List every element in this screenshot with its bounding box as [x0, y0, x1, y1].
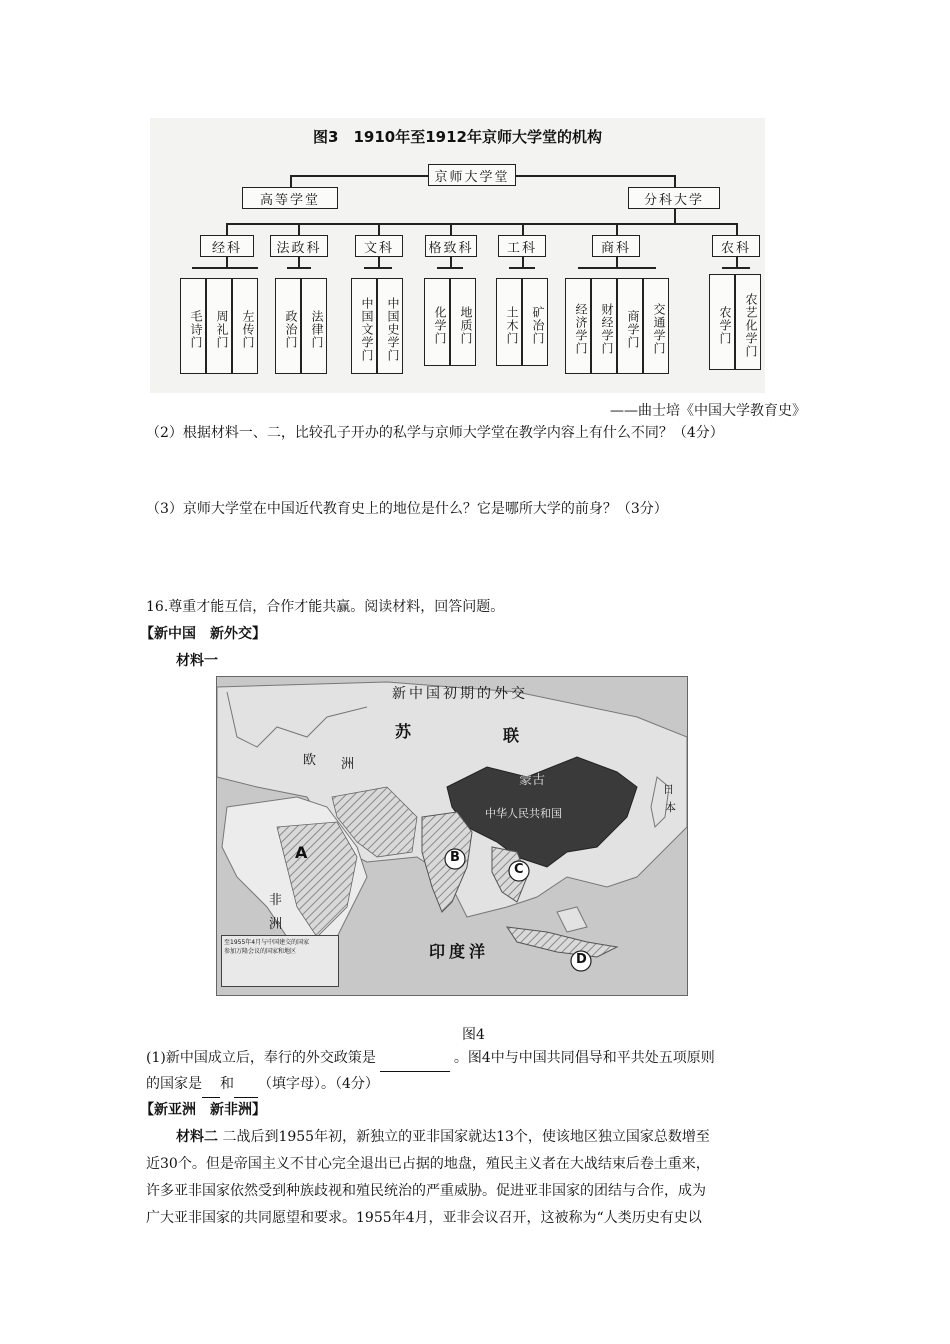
faculty-wenke: 文科 [355, 235, 403, 257]
connector [290, 175, 292, 187]
q16-1-text-d: 和 [220, 1076, 234, 1092]
dept-box: 中国文学门 [351, 278, 377, 374]
dept-box: 毛诗门 [180, 278, 206, 374]
map-label-lian: 联 [503, 726, 520, 745]
connector [674, 209, 676, 224]
connector [616, 257, 618, 267]
figure-4-caption: 图4 [462, 1027, 485, 1043]
connector [437, 267, 463, 269]
map-label-ri: 日 [663, 783, 674, 796]
section-heading-2: 【新亚洲 新非洲】 [140, 1102, 266, 1118]
connector [450, 257, 452, 267]
question-16-1-line-2 [146, 1071, 379, 1098]
faculty-jingke: 经科 [200, 235, 254, 257]
answer-blank-country-2[interactable] [234, 1079, 258, 1098]
dept-box: 交通学门 [643, 278, 669, 374]
map-label-B: B [450, 850, 460, 865]
connector [378, 257, 380, 267]
map-figure-4 [216, 676, 688, 996]
connector [378, 223, 380, 235]
faculty-gongke: 工科 [498, 235, 546, 257]
dept-box: 左传门 [232, 278, 258, 374]
connector [450, 223, 452, 235]
material-2-line-4: 广大亚非国家的共同愿望和要求。1955年4月，亚非会议召开，这被称为“人类历史有史以 [146, 1210, 702, 1226]
material-2-label: 材料二 [176, 1129, 218, 1145]
answer-blank-policy[interactable] [380, 1053, 450, 1072]
node-root: 京师大学堂 [428, 164, 516, 186]
faculty-nongke: 农科 [712, 235, 760, 257]
connector [298, 257, 300, 267]
figure-3-org-chart [150, 118, 765, 393]
dept-box: 商学门 [617, 278, 643, 374]
dept-box: 政治门 [275, 278, 301, 374]
dept-box: 经济学门 [565, 278, 591, 374]
connector [522, 257, 524, 267]
dept-box: 法律门 [301, 278, 327, 374]
map-label-prc: 中华人民共和国 [485, 807, 562, 820]
figure-3-title: 图3 1910年至1912年京师大学堂的机构 [313, 128, 602, 146]
answer-blank-country-1[interactable] [202, 1079, 220, 1098]
question-16-1-line-1 [146, 1045, 715, 1072]
dept-box: 农艺化学门 [735, 274, 761, 370]
connector [736, 223, 738, 235]
map-label-ocean: 印度洋 [429, 942, 490, 961]
section-heading-1: 【新中国 新外交】 [140, 626, 266, 642]
map-label-ou: 欧 [303, 753, 317, 768]
connector [226, 223, 228, 235]
q16-1-text-b: 。图4中与中国共同倡导和平共处五项原则 [453, 1050, 715, 1066]
q16-1-text-c: 的国家是 [146, 1076, 202, 1092]
connector [290, 175, 428, 177]
material-2-line-2: 近30个。但是帝国主义不甘心完全退出已占据的地盘，殖民主义者在大战结束后卷土重来， [146, 1156, 710, 1172]
connector [226, 257, 228, 267]
connector [736, 257, 738, 267]
node-left-branch: 高等学堂 [242, 187, 338, 209]
dept-box: 化学门 [424, 278, 450, 366]
material-2-line-3: 许多亚非国家依然受到种族歧视和殖民统治的严重威胁。促进亚非国家的团结与合作，成为 [146, 1183, 706, 1199]
material-1-label: 材料一 [176, 653, 218, 669]
connector [674, 175, 676, 187]
map-label-A: A [295, 843, 308, 862]
dept-box: 土木门 [496, 278, 522, 366]
dept-box: 矿冶门 [522, 278, 548, 366]
map-label-zhou-africa: 洲 [269, 917, 283, 932]
legend-item: 参加万隆会议的国家和地区 [224, 948, 297, 955]
q16-1-text-a: (1)新中国成立后，奉行的外交政策是 [146, 1050, 376, 1066]
connector [516, 175, 674, 177]
connector [578, 267, 656, 269]
dept-box: 财经学门 [591, 278, 617, 374]
question-3: （3）京师大学堂在中国近代教育史上的地位是什么？它是哪所大学的前身？（3分） [146, 501, 668, 517]
material-2-line-1 [176, 1124, 710, 1151]
map-label-mongol: 蒙古 [519, 773, 546, 788]
faculty-fazhengke: 法政科 [270, 235, 328, 257]
dept-box: 地质门 [450, 278, 476, 366]
figure-3-source: ——曲士培《中国大学教育史》 [610, 403, 806, 419]
material-2-text: 二战后到1955年初，新独立的亚非国家就达13个，使该地区独立国家总数增至 [222, 1129, 710, 1145]
map-title: 新中国初期的外交 [392, 686, 528, 702]
connector [287, 267, 311, 269]
dept-box: 周礼门 [206, 278, 232, 374]
faculty-shangke: 商科 [592, 235, 640, 257]
faculty-gezhike: 格致科 [425, 235, 477, 257]
map-label-fei: 非 [269, 893, 283, 908]
connector [509, 267, 535, 269]
node-right-branch: 分科大学 [628, 187, 720, 209]
connector [298, 223, 300, 235]
legend-item: 至1955年4月与中国建交的国家 [224, 939, 310, 946]
question-16: 16.尊重才能互信，合作才能共赢。阅读材料，回答问题。 [146, 599, 505, 615]
map-label-C: C [514, 862, 524, 877]
connector [722, 267, 750, 269]
connector [616, 223, 618, 235]
dept-box: 农学门 [709, 274, 735, 370]
question-2: （2）根据材料一、二，比较孔子开办的私学与京师大学堂在教学内容上有什么不同？（4分） [146, 425, 724, 441]
map-legend [221, 935, 339, 987]
connector [364, 267, 392, 269]
q16-1-text-e: （填字母）。（4分） [258, 1076, 379, 1092]
connector [192, 267, 258, 269]
connector [226, 223, 736, 225]
map-label-D: D [576, 952, 587, 967]
dept-box: 中国史学门 [377, 278, 403, 374]
map-label-ben: 本 [665, 801, 676, 814]
connector [522, 223, 524, 235]
map-label-zhou-europe: 洲 [341, 757, 355, 772]
map-label-su: 苏 [395, 722, 412, 741]
